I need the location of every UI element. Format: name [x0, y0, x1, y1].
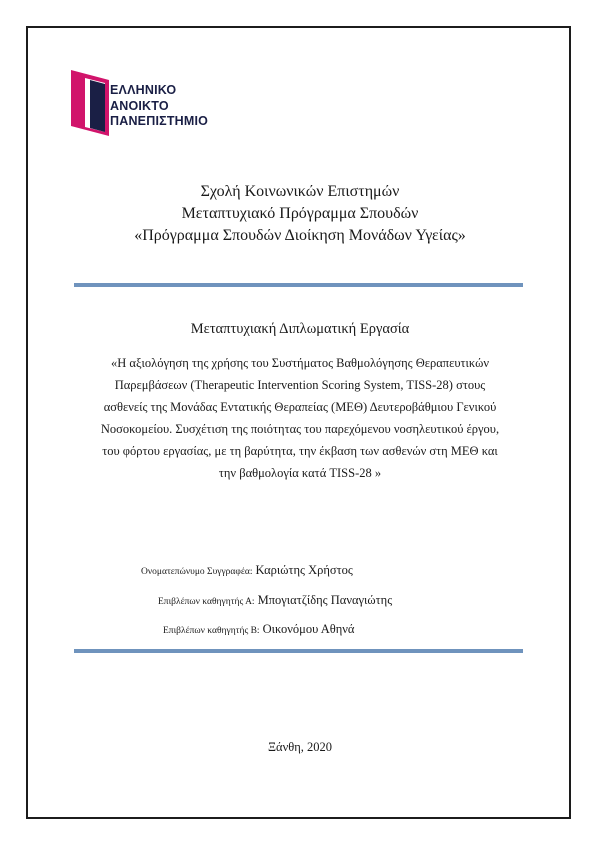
- logo-line-1: ΕΛΛΗΝΙΚΟ: [110, 83, 177, 97]
- divider-bottom: [74, 649, 523, 653]
- university-logo-text: [110, 83, 208, 130]
- author-name: Καριώτης Χρήστος: [255, 563, 353, 577]
- thesis-title: [68, 352, 532, 484]
- author-line: [141, 563, 353, 578]
- logo-line-3: ΠΑΝΕΠΙΣΤΗΜΙΟ: [110, 114, 209, 128]
- supervisor-b-name: Οικονόμου Αθηνά: [262, 622, 355, 636]
- title-line: ασθενείς της Μονάδας Εντατικής Θεραπείας (ΜΕΘ) Δευτεροβάθμιου Γενικού: [103, 400, 497, 414]
- supervisor-b-line: [163, 622, 354, 637]
- program-title: «Πρόγραμμα Σπουδών Διοίκηση Μονάδων Υγείας»: [134, 227, 466, 244]
- supervisor-a-line: [158, 593, 392, 608]
- thesis-type: Μεταπτυχιακή Διπλωματική Εργασία: [190, 321, 410, 337]
- school-header: [60, 181, 540, 247]
- logo-line-2: ΑΝΟΙΚΤΟ: [110, 98, 169, 113]
- divider-top: [74, 283, 523, 287]
- place-date: Ξάνθη, 2020: [267, 740, 332, 754]
- title-line: την βαθμολογία κατά TISS-28 »: [218, 466, 382, 480]
- supervisor-a-name: Μπογιατζίδης Παναγιώτης: [257, 593, 393, 607]
- title-line: «Η αξιολόγηση της χρήσης του Συστήματος Βαθμολόγησης Θεραπευτικών: [111, 356, 489, 370]
- title-line: του φόρτου εργασίας, με τη βαρύτητα, την έκβαση των ασθενών στη ΜΕΘ και: [102, 444, 498, 458]
- school-name: Σχολή Κοινωνικών Επιστημών: [200, 183, 400, 200]
- title-line: Παρεμβάσεων (Therapeutic Intervention Scoring System, TISS-28) στους: [114, 378, 486, 392]
- title-line: Νοσοκομείου. Συσχέτιση της ποιότητας του παρεχόμενου νοσηλευτικού έργου,: [100, 422, 500, 436]
- author-label: Ονοματεπώνυμο Συγγραφέα:: [141, 567, 253, 577]
- program-name: Μεταπτυχιακό Πρόγραμμα Σπουδών: [181, 205, 419, 222]
- supervisor-b-label: Επιβλέπων καθηγητής Β:: [163, 626, 260, 636]
- supervisor-a-label: Επιβλέπων καθηγητής Α:: [158, 597, 255, 607]
